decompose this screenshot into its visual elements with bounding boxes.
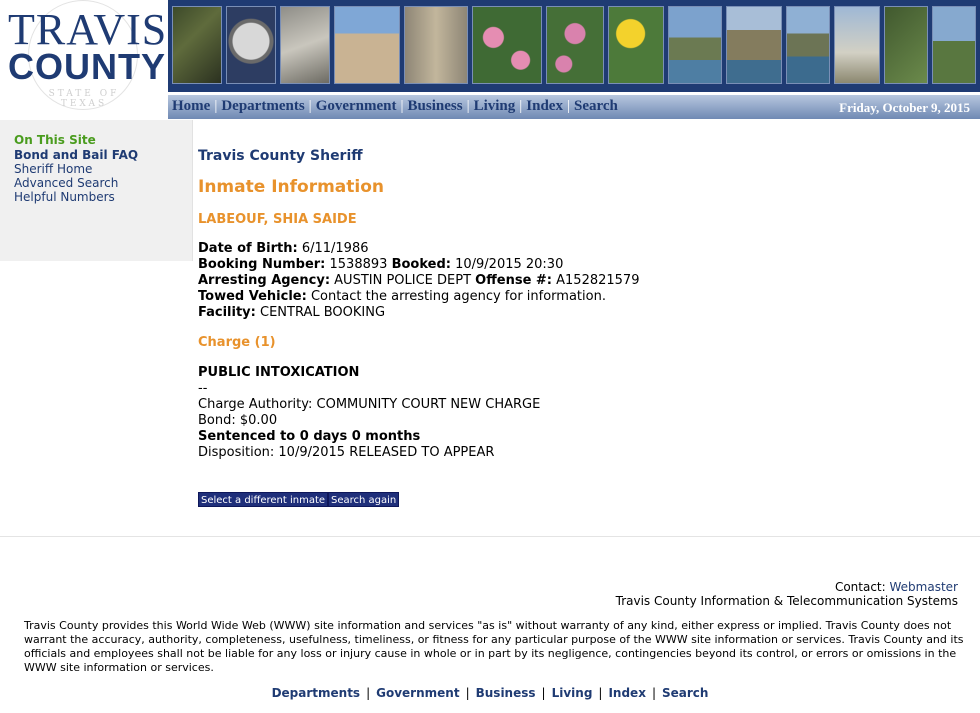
footer-contact	[835, 580, 958, 594]
facility-row	[198, 305, 385, 320]
inmate-name: LABEOUF, SHIA SAIDE	[198, 212, 357, 227]
charge-dash: --	[198, 381, 208, 396]
statue-photo	[280, 6, 330, 84]
footer-nav-business[interactable]: Business	[475, 686, 536, 700]
header-photo-strip	[168, 0, 980, 92]
booked-label: Booked:	[391, 257, 451, 272]
footer-disclaimer: Travis County provides this World Wide Web (WWW) site information and services "as is" without warranty of any kind, either express or implied. Travis County does not warrant the accuracy, authority, completeness, usefulness, timeliness, or fitness for any particular purpose of the WWW site information or services. Travis County and its officials and employees shall not be liable for any loss or injury cause in whole or in part by its negligence, contingencies beyond its control, or errors or omissions in the WWW site information or services.	[24, 619, 964, 674]
footer-nav-search[interactable]: Search	[661, 686, 709, 700]
sidebar-item-helpful-numbers[interactable]: Helpful Numbers	[14, 190, 115, 204]
sidebar-item-bond-bail-faq[interactable]: Bond and Bail FAQ	[14, 148, 139, 162]
charge-disposition: Disposition: 10/9/2015 RELEASED TO APPEAR	[198, 445, 495, 460]
webmaster-link[interactable]: Webmaster	[889, 580, 958, 594]
footer-its: Travis County Information & Telecommunication Systems	[615, 594, 958, 608]
page-title: Inmate Information	[198, 177, 384, 197]
footer-nav-government[interactable]: Government	[376, 686, 460, 700]
search-again-button[interactable]: Search again	[328, 492, 399, 507]
footer-nav-index[interactable]: Index	[608, 686, 646, 700]
nav-departments[interactable]: Departments	[221, 98, 305, 114]
dob-label: Date of Birth:	[198, 241, 298, 256]
field-photo	[932, 6, 976, 84]
facility-label: Facility:	[198, 305, 256, 320]
logo-travis-text: TRAVIS	[8, 5, 168, 54]
main-nav: Home | Departments | Government | Business | Living | Index | Search	[172, 98, 618, 114]
tree-photo	[172, 6, 222, 84]
facility-value: CENTRAL BOOKING	[260, 305, 386, 320]
lake-photo	[668, 6, 722, 84]
charge-authority: Charge Authority: COMMUNITY COURT NEW CHARGE	[198, 397, 541, 412]
sidebar-heading: On This Site	[14, 133, 96, 147]
agency-row	[198, 273, 639, 288]
arresting-agency-value: AUSTIN POLICE DEPT	[334, 273, 472, 288]
travis-county-logo[interactable]	[0, 0, 168, 118]
capitol-photo	[834, 6, 880, 84]
charge-bond: Bond: $0.00	[198, 413, 278, 428]
hills-photo	[884, 6, 928, 84]
river-photo	[786, 6, 830, 84]
sidebar-item-advanced-search[interactable]: Advanced Search	[14, 176, 119, 190]
charges-heading: Charge (1)	[198, 335, 276, 350]
charge-title: PUBLIC INTOXICATION	[198, 365, 360, 380]
towed-row	[198, 289, 606, 304]
yellow-flower-photo	[608, 6, 664, 84]
dob-row	[198, 241, 369, 256]
booking-number-label: Booking Number:	[198, 257, 326, 272]
footer-nav-departments[interactable]: Departments	[271, 686, 361, 700]
nav-search[interactable]: Search	[573, 98, 618, 114]
sidebar	[0, 120, 193, 261]
seal-text: STATE OF TEXAS	[48, 89, 120, 109]
nav-government[interactable]: Government	[315, 98, 397, 114]
courthouse-tower-photo	[404, 6, 468, 84]
pink-flowers-photo-2	[546, 6, 604, 84]
texas-seal-photo	[226, 6, 276, 84]
main-nav-bar	[168, 94, 980, 119]
booking-row	[198, 257, 563, 272]
towed-vehicle-value: Contact the arresting agency for information.	[310, 289, 606, 304]
logo-county-text: COUNTY	[8, 46, 166, 87]
footer-nav-living[interactable]: Living	[551, 686, 593, 700]
booking-number-value: 1538893	[329, 257, 388, 272]
offense-value: A152821579	[556, 273, 640, 288]
sidebar-item-sheriff-home[interactable]: Sheriff Home	[14, 162, 93, 176]
contact-label: Contact:	[834, 580, 886, 594]
towed-vehicle-label: Towed Vehicle:	[198, 289, 307, 304]
lake-cliff-photo	[726, 6, 782, 84]
nav-business[interactable]: Business	[407, 98, 463, 114]
dob-value: 6/11/1986	[301, 241, 369, 256]
select-different-inmate-button[interactable]: Select a different inmate	[198, 492, 328, 507]
pink-flowers-photo	[472, 6, 542, 84]
department-title: Travis County Sheriff	[198, 148, 363, 164]
booked-value: 10/9/2015 20:30	[455, 257, 564, 272]
arresting-agency-label: Arresting Agency:	[198, 273, 331, 288]
nav-home[interactable]: Home	[172, 98, 211, 114]
footer-nav: Departments | Government | Business | Living | Index | Search	[271, 686, 709, 700]
footer-divider	[0, 536, 980, 537]
offense-label: Offense #:	[475, 273, 552, 288]
courthouse-photo	[334, 6, 400, 84]
nav-living[interactable]: Living	[473, 98, 516, 114]
site-header	[0, 0, 980, 118]
nav-index[interactable]: Index	[526, 98, 563, 114]
header-date: Friday, October 9, 2015	[839, 100, 970, 115]
charge-sentence: Sentenced to 0 days 0 months	[198, 429, 421, 444]
